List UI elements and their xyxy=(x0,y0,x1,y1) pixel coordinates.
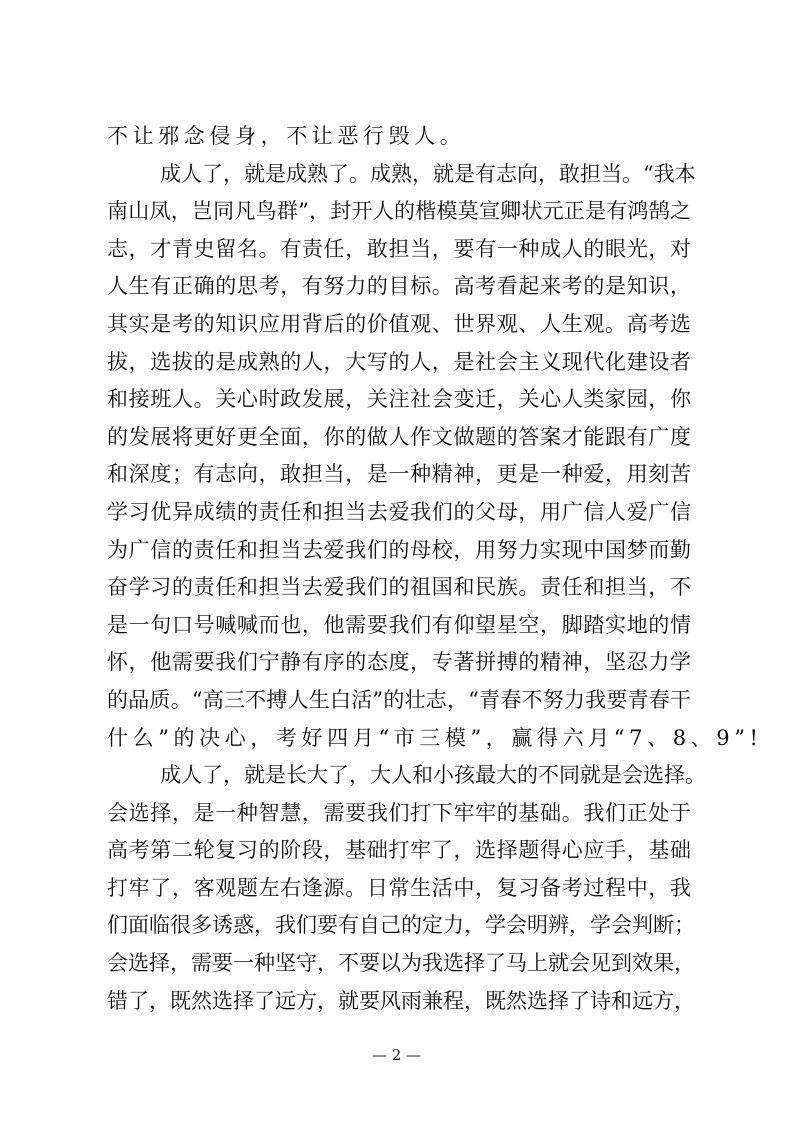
text-line: 不让邪念侵身，不让恶行毁人。 xyxy=(107,124,466,148)
text-line: 怀，他需要我们宁静有序的态度，专著拼搏的精神，坚忍力学 xyxy=(107,650,691,675)
text-line: 人生有正确的思考，有努力的目标。高考看起来考的是知识， xyxy=(107,274,691,299)
text-line: 打牢了，客观题左右逢源。日常生活中，复习备考过程中，我 xyxy=(107,875,691,900)
text-line: 其实是考的知识应用背后的价值观、世界观、人生观。高考选 xyxy=(107,311,691,336)
text-line: 志，才青史留名。有责任，敢担当，要有一种成人的眼光，对 xyxy=(107,236,691,261)
text-line: 的品质。“高三不搏人生白活”的壮志，“青春不努力我要青春干 xyxy=(107,687,691,712)
text-line: 什么”的决心，考好四月“市三模”，赢得六月“7、8、9”! xyxy=(107,725,763,750)
text-line: 的发展将更好更全面，你的做人作文做题的答案才能跟有广度 xyxy=(107,424,691,449)
paragraph-start-line: 成人了，就是长大了，大人和小孩最大的不同就是会选择。 xyxy=(160,763,706,788)
text-line: 高考第二轮复习的阶段，基础打牢了，选择题得心应手，基础 xyxy=(107,838,691,863)
text-line: 奋学习的责任和担当去爱我们的祖国和民族。责任和担当，不 xyxy=(107,575,691,600)
text-line: 学习优异成绩的责任和担当去爱我们的父母，用广信人爱广信 xyxy=(107,499,691,524)
text-line: 们面临很多诱惑，我们要有自己的定力，学会明辨，学会判断； xyxy=(107,913,695,938)
text-line: 是一句口号喊喊而也，他需要我们有仰望星空，脚踏实地的情 xyxy=(107,612,691,637)
text-line: 和接班人。关心时政发展，关注社会变迁，关心人类家园，你 xyxy=(107,387,691,412)
text-line: 和深度；有志向，敢担当，是一种精神，更是一种爱，用刻苦 xyxy=(107,462,691,487)
text-line: 会选择，是一种智慧，需要我们打下牢牢的基础。我们正处于 xyxy=(107,800,691,825)
text-line: 为广信的责任和担当去爱我们的母校，用努力实现中国梦而勤 xyxy=(107,537,691,562)
paragraph-start-line: 成人了，就是成熟了。成熟，就是有志向，敢担当。“我本 xyxy=(160,161,696,186)
document-body xyxy=(107,118,763,1020)
text-line: 南山凤，岂同凡鸟群”，封开人的楷模莫宣卿状元正是有鸿鹄之 xyxy=(107,199,691,224)
text-line: 错了，既然选择了远方，就要风雨兼程，既然选择了诗和远方， xyxy=(107,988,695,1013)
text-line: 会选择，需要一种坚守，不要以为我选择了马上就会见到效果， xyxy=(107,951,695,976)
text-line: 拔，选拔的是成熟的人，大写的人，是社会主义现代化建设者 xyxy=(107,349,691,374)
page-number: — 2 — xyxy=(371,1046,422,1064)
